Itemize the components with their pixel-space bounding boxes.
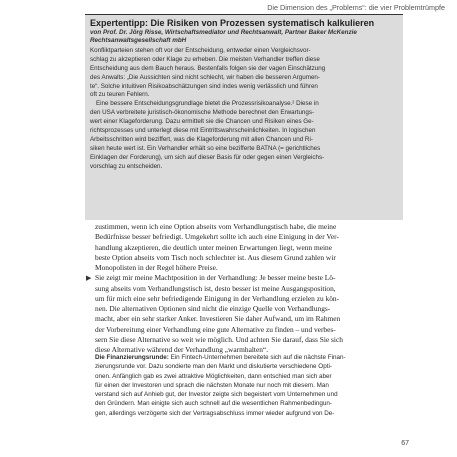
box-text-line: vorschlag zu entscheiden. [90, 162, 163, 170]
box-text-line: siken heute wert ist. Ein Verhandler erhält so eine bezifferte BATNA (= gerichtliches [90, 144, 321, 152]
expert-tip-text [90, 47, 402, 171]
main-body-text [86, 222, 405, 355]
body-text-line-marked [86, 273, 405, 283]
box-text-line: Arbeitsschritten wird beziffert, was die Klageforderung mit allen Chancen und Ri- [90, 135, 313, 143]
body-text-line: beste Option abseits vom Tisch noch schlechter ist. Aus diesem Grund zahlen wir [95, 252, 336, 262]
section-lead: Die Finanzierungsrunde: [95, 354, 169, 361]
box-text-line: Konfliktparteien stehen oft vor der Entscheidung, entweder einen Vergleichsvor- [90, 47, 311, 54]
section-text-line: für einen der Investoren und sprach die nächsten Monate nur noch mit diesem. Man [95, 381, 329, 389]
box-text-line: oft zu teuren Fehlern. [90, 91, 150, 99]
body-text-line: handlung akzeptieren, die deutlich unter meinen Erwartungen liegt, wenn meine [95, 242, 333, 252]
box-text-line: schlag zu akzeptieren oder Klage zu erheben. Die meisten Verhandler treffen diese [90, 55, 320, 63]
box-text-line: richtsprozesses und unterlegt diese mit Eintrittswahrscheinlichkeiten. In logischen [90, 127, 316, 135]
box-text-line: Eine bessere Entscheidungsgrundlage bietet die Prozessrisikoanalyse.² Diese in [96, 100, 319, 108]
body-text-line: Monopolisten in der Regel höhere Preise. [95, 263, 218, 272]
finance-case-section [95, 353, 413, 418]
section-text-line: den Gründern. Man einigte sich auch schnell auf die wesentlichen Rahmenbedingun- [95, 400, 332, 408]
section-first-line [95, 353, 413, 362]
body-text-line: sern Sie diese Alternative so weit wie möglich. Und achten Sie darauf, dass Sie sich [95, 334, 343, 344]
body-text-line: diese Alternative während der Verhandlung „warmhalten“. [95, 345, 269, 354]
body-text-line: macht, aber ein sehr starker Anker. Investieren Sie daher Aufwand, um im Rahmen [95, 314, 341, 324]
section-text-line: onen. Anfänglich gab es zwei attraktive Möglichkeiten, dann entschied man sich aber [95, 372, 332, 380]
box-text-line: Entscheidung aus dem Bauch heraus. Bestenfalls folgen sie der vagen Einschätzung [90, 64, 326, 72]
expert-tip-box [85, 14, 403, 220]
body-text-line: Bedürfnisse besser befriedigt. Umgekehrt sollte ich auch eine Einigung in der Ver- [95, 232, 339, 242]
section-text-line: gen, allerdings verzögerte sich der Vertragsabschluss immer wieder aufgrund von De- [95, 409, 335, 417]
body-text: Sie zeigt mir meine Machtposition in der Verhandlung: Je besser meine beste Lö- [95, 273, 336, 283]
box-text-line: te“. Solche intuitiven Risikoabschätzungen sind indes wenig verlässlich und führen [90, 82, 318, 90]
body-text-line: um für mich eine sehr befriedigende Einigung in der Verhandlung erzielen zu kön- [95, 293, 340, 303]
box-text-line: Einklagen der Forderung), um sich auf dieser Basis für oder gegen einen Vergleichs- [90, 153, 325, 161]
section-text-line: verstand sich auf Anhieb gut, der Investor zeigte sich begeistert vom Unternehmen und [95, 391, 338, 399]
expert-tip-title: Expertentipp: Die Risiken von Prozessen systematisch kalkulieren [90, 18, 375, 28]
body-text-line: sung abseits vom Verhandlungstisch ist, desto besser ist meine Ausgangsposition, [95, 283, 336, 293]
running-header: Die Dimension des „Problems“: die vier Problemtrümpfe [267, 3, 445, 12]
body-text-line: der Vorbereitung einer Verhandlung eine gute Alternative zu finden – und verbes- [95, 324, 336, 334]
body-text-line: nen. Die alternativen Optionen sind nicht die einzige Quelle von Verhandlungs- [95, 304, 331, 313]
box-text-line: des Anwalts: „Die Aussichten sind nicht schlecht, wir haben die besseren Argumen- [90, 73, 320, 81]
section-text: Ein Fintech-Unternehmen bereitete sich auf die nächste Finan- [168, 354, 346, 361]
box-text-line: den USA verbreitete juristisch-ökonomische Methode berechnet den Erwartungs- [90, 109, 315, 117]
body-text-line: zustimmen, wenn ich eine Option abseits vom Verhandlungstisch habe, die meine [95, 222, 337, 231]
expert-tip-author: von Prof. Dr. Jörg Risse, Wirtschaftsmediator und Rechtsanwalt, Partner Baker McKenzie Rechtsanwaltsgesellschaft mbH [90, 29, 357, 45]
section-text-line: zierungsrunde vor. Dazu sondierte man den Markt und diskutierte verschiedene Opti- [95, 363, 332, 371]
arrow-bullet-icon: ▶ [86, 274, 92, 283]
box-text-line: wert einer Klageforderung. Dazu ermittelt sie die Chancen und Risiken eines Ge- [90, 118, 314, 126]
page-number: 67 [401, 440, 409, 447]
